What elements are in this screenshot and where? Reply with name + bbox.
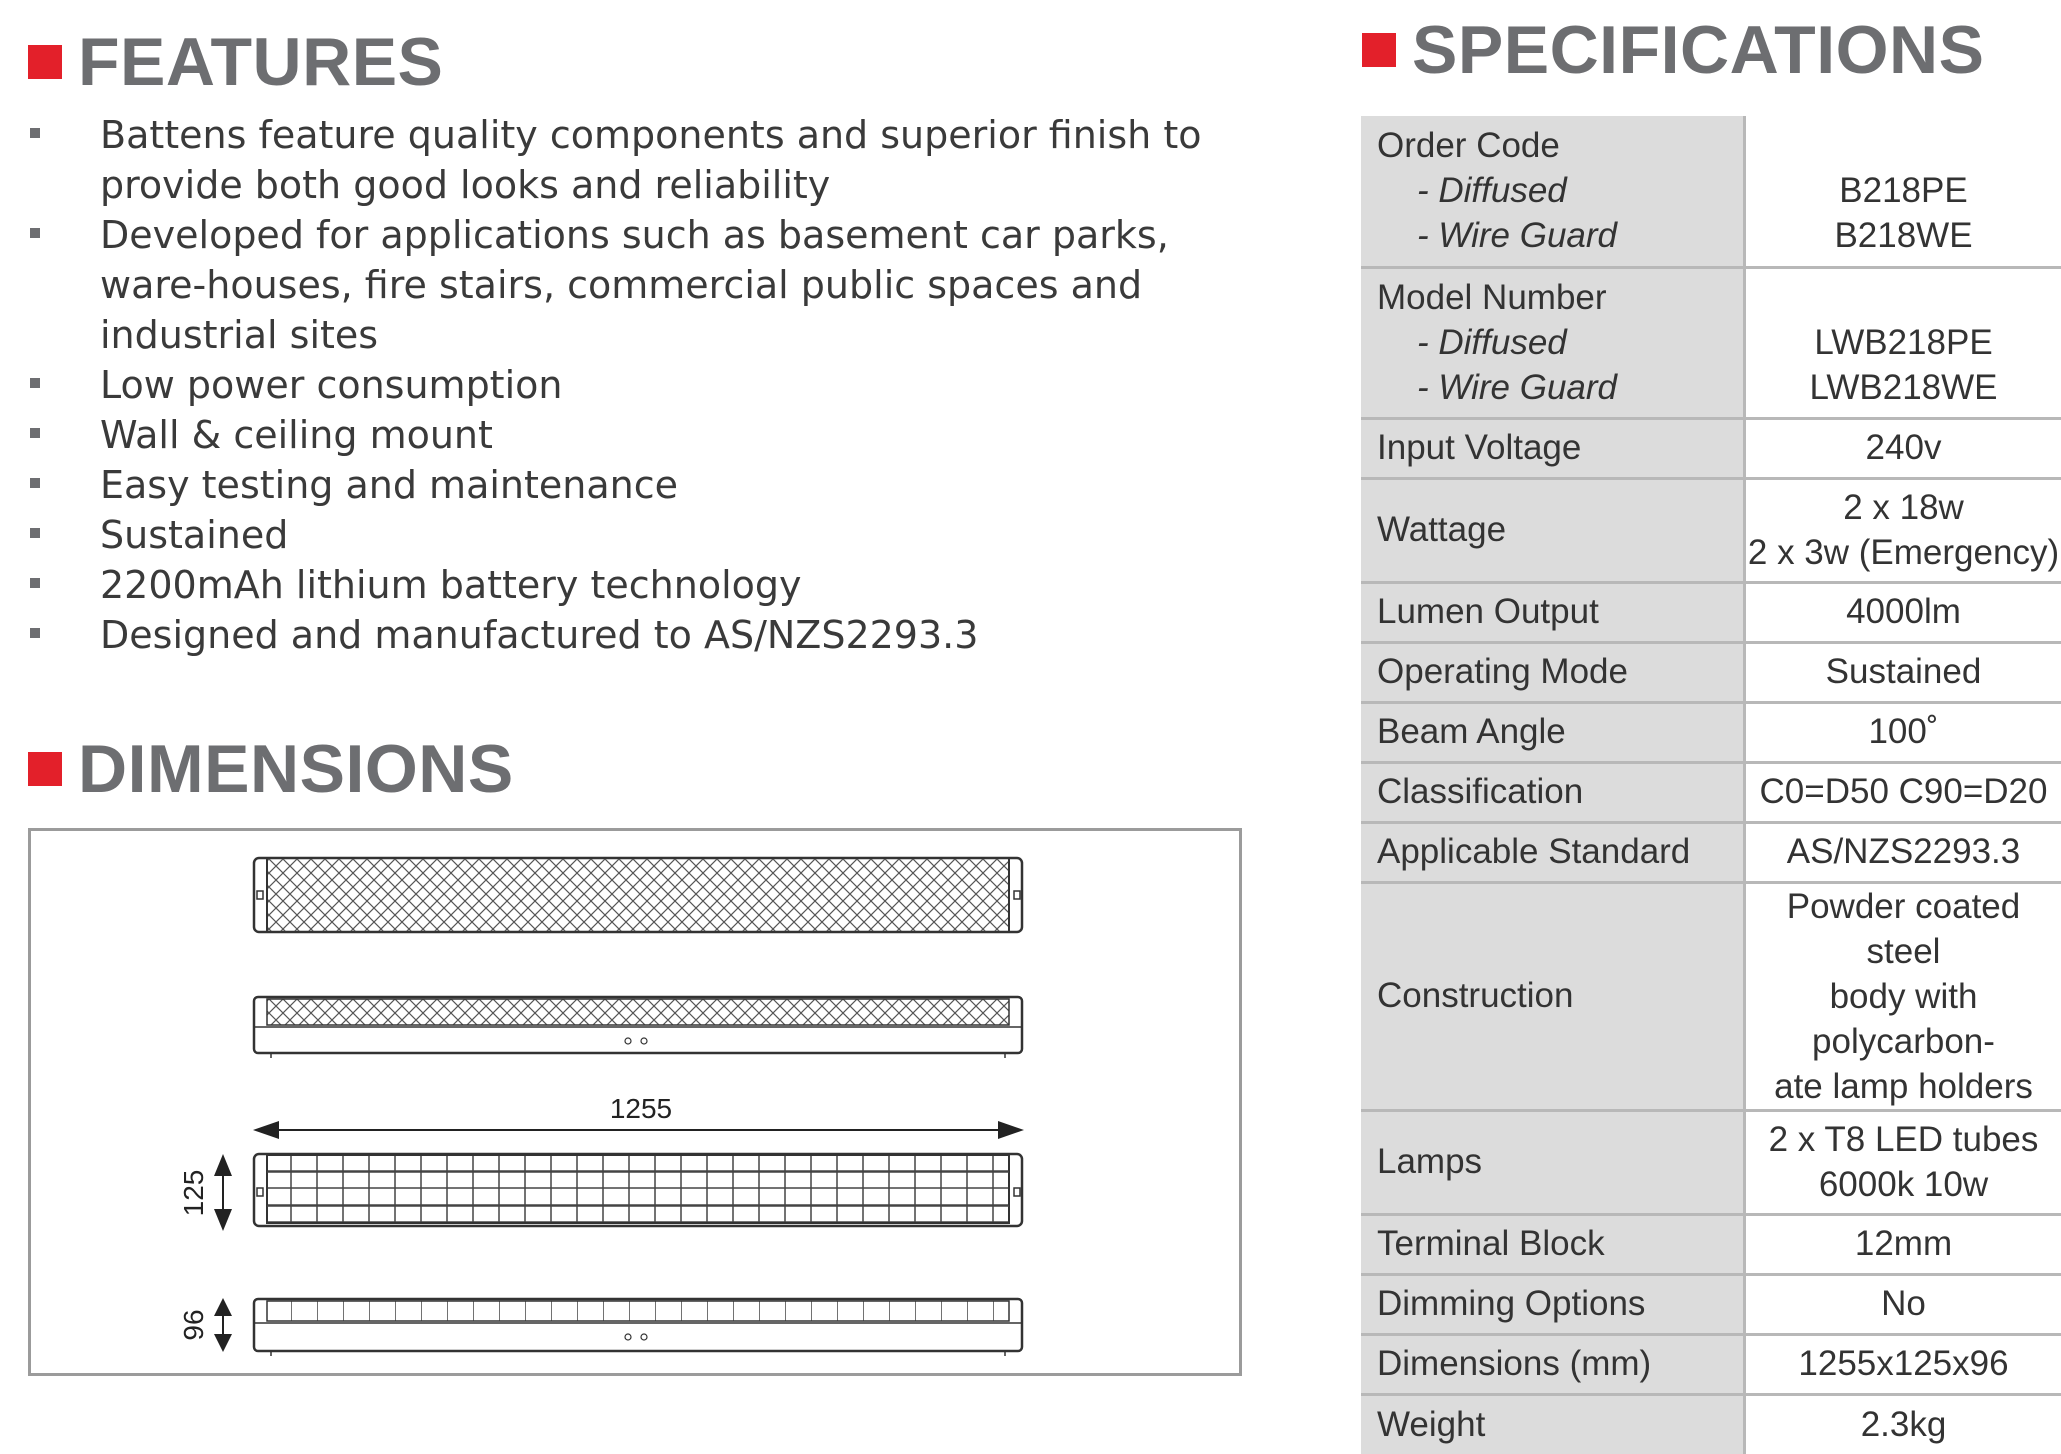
spec-row-model-number: [1361, 267, 2061, 418]
spec-value: 2 x T8 LED tubes 6000k 10w: [1745, 1110, 2061, 1214]
section-marker-icon: [1362, 33, 1396, 67]
specifications-table: [1361, 116, 2061, 1454]
spec-row-weight: [1361, 1394, 2061, 1454]
feature-item: Designed and manufactured to AS/NZS2293.3: [28, 610, 1248, 660]
feature-item: Battens feature quality components and superior finish to provide both good looks and reliability: [28, 110, 1248, 210]
features-heading: [28, 28, 443, 96]
spec-label: Order Code - Diffused - Wire Guard: [1361, 116, 1745, 267]
spec-value: 2.3kg: [1745, 1394, 2061, 1454]
feature-item: Wall & ceiling mount: [28, 410, 1248, 460]
spec-value: B218PE B218WE: [1745, 116, 2061, 267]
bullet-icon: [30, 528, 40, 538]
length-label: 1255: [610, 1093, 672, 1124]
spec-label: Dimming Options: [1361, 1274, 1745, 1334]
spec-row-construction: [1361, 882, 2061, 1110]
spec-label: Construction: [1361, 882, 1745, 1110]
spec-value: 240v: [1745, 418, 2061, 478]
spec-label: Operating Mode: [1361, 642, 1745, 702]
spec-label: Input Voltage: [1361, 418, 1745, 478]
section-marker-icon: [28, 752, 62, 786]
width-dimension: [178, 1154, 232, 1231]
spec-label: Beam Angle: [1361, 702, 1745, 762]
spec-label: Terminal Block: [1361, 1214, 1745, 1274]
spec-label: Lumen Output: [1361, 582, 1745, 642]
side-view-wire-guard: [254, 1299, 1022, 1356]
spec-value: 12mm: [1745, 1214, 2061, 1274]
spec-label: Applicable Standard: [1361, 822, 1745, 882]
spec-value: 2 x 18w 2 x 3w (Emergency): [1745, 478, 2061, 582]
width-label: 125: [178, 1170, 209, 1217]
spec-row-terminal-block: [1361, 1214, 2061, 1274]
spec-value: No: [1745, 1274, 2061, 1334]
bullet-icon: [30, 478, 40, 488]
dimension-drawing-frame: [28, 828, 1242, 1376]
feature-item: Sustained: [28, 510, 1248, 560]
spec-value: LWB218PE LWB218WE: [1745, 267, 2061, 418]
spec-label: Model Number - Diffused - Wire Guard: [1361, 267, 1745, 418]
bullet-icon: [30, 628, 40, 638]
length-dimension: [253, 1093, 1024, 1139]
specifications-title: SPECIFICATIONS: [1412, 16, 1984, 84]
features-list: [28, 110, 1248, 660]
bullet-icon: [30, 378, 40, 388]
height-dimension: [178, 1298, 232, 1352]
spec-row-dimensions: [1361, 1334, 2061, 1394]
height-label: 96: [178, 1309, 209, 1340]
spec-value: Powder coated steel body with polycarbon- ate lamp holders: [1745, 882, 2061, 1110]
spec-row-applicable-standard: [1361, 822, 2061, 882]
spec-value: Sustained: [1745, 642, 2061, 702]
dimension-drawing: [31, 831, 1239, 1373]
spec-value: C0=D50 C90=D20: [1745, 762, 2061, 822]
feature-item: Low power consumption: [28, 360, 1248, 410]
spec-row-order-code: [1361, 116, 2061, 267]
spec-row-lamps: [1361, 1110, 2061, 1214]
spec-label: Wattage: [1361, 478, 1745, 582]
dimensions-heading: [28, 735, 514, 803]
bullet-icon: [30, 228, 40, 238]
spec-label: Weight: [1361, 1394, 1745, 1454]
bullet-icon: [30, 428, 40, 438]
spec-row-wattage: [1361, 478, 2061, 582]
bullet-icon: [30, 578, 40, 588]
spec-value: 100˚: [1745, 702, 2061, 762]
top-view-diffused: [254, 858, 1022, 932]
spec-row-operating-mode: [1361, 642, 2061, 702]
bullet-icon: [30, 128, 40, 138]
section-marker-icon: [28, 45, 62, 79]
spec-label: Classification: [1361, 762, 1745, 822]
spec-row-classification: [1361, 762, 2061, 822]
spec-value: AS/NZS2293.3: [1745, 822, 2061, 882]
spec-row-input-voltage: [1361, 418, 2061, 478]
spec-label: Dimensions (mm): [1361, 1334, 1745, 1394]
spec-label: Lamps: [1361, 1110, 1745, 1214]
spec-row-lumen-output: [1361, 582, 2061, 642]
side-view-diffused: [254, 997, 1022, 1058]
feature-item: 2200mAh lithium battery technology: [28, 560, 1248, 610]
top-view-wire-guard: [254, 1154, 1022, 1226]
spec-value: 1255x125x96: [1745, 1334, 2061, 1394]
spec-row-beam-angle: [1361, 702, 2061, 762]
specifications-heading: [1362, 16, 1984, 84]
dimensions-title: DIMENSIONS: [78, 735, 514, 803]
spec-row-dimming-options: [1361, 1274, 2061, 1334]
feature-item: Developed for applications such as basement car parks, ware-houses, fire stairs, commercial public spaces and industrial sites: [28, 210, 1248, 360]
features-title: FEATURES: [78, 28, 443, 96]
spec-value: 4000lm: [1745, 582, 2061, 642]
feature-item: Easy testing and maintenance: [28, 460, 1248, 510]
